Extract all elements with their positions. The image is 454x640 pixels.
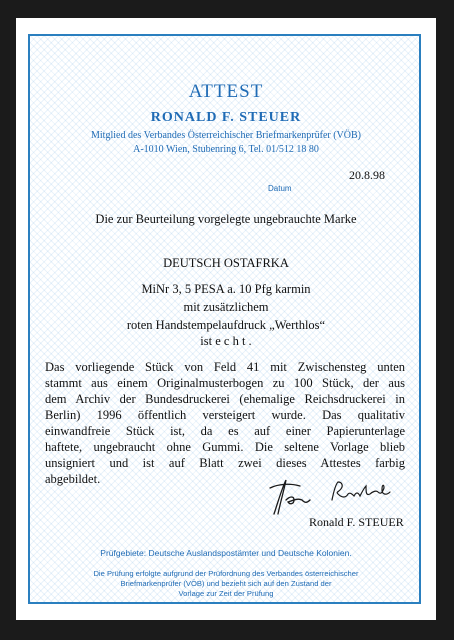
stamp-line-2: mit zusätzlichem bbox=[183, 300, 269, 314]
stamp-country: DEUTSCH OSTAFRKA bbox=[163, 256, 289, 270]
paragraph-line: stammt aus einem Originalmusterbogen zu 100 Stück, der aus bbox=[45, 376, 405, 390]
paragraph-line: unsigniert und ist auf Blatt zwei dieses Attestes farbig bbox=[45, 456, 405, 470]
date-label: Datum bbox=[268, 184, 292, 193]
paragraph-line: Berlin) 1996 öffentlich versteigert wurde. Das qualitativ bbox=[45, 408, 405, 422]
paragraph-line: haftete, ungebraucht ohne Gummi. Die seltene Vorlage blieb bbox=[45, 440, 405, 454]
stamp-line-3: roten Handstempelaufdruck „Werthlos“ bbox=[126, 318, 326, 332]
paragraph-line: einwandfreie Stück ist, da es auf einer Papierunterlage bbox=[45, 424, 405, 438]
certificate-title: ATTEST bbox=[188, 81, 264, 102]
paragraph-line: Das vorliegende Stück von Feld 41 mit Zwischensteg unten bbox=[45, 360, 405, 374]
disclaimer-line: Die Prüfung erfolgte aufgrund der Prüfordnung des Verbandes österreichischer bbox=[93, 569, 359, 578]
signer-name: Ronald F. STEUER bbox=[309, 515, 404, 529]
stamp-line-4: ist e c h t . bbox=[200, 334, 252, 348]
stamp-catalog: MiNr 3, 5 PESA a. 10 Pfg karmin bbox=[141, 282, 311, 296]
membership-line: Mitglied des Verbandes Österreichischer Briefmarkenprüfer (VÖB) bbox=[91, 130, 361, 141]
description-paragraph bbox=[45, 359, 405, 487]
examination-scope: Prüfgebiete: Deutsche Auslandspostämter und Deutsche Kolonien. bbox=[100, 548, 352, 558]
paragraph-line: dem Archiv der Bundesdruckerei (ehemalige Reichsdruckerei in bbox=[45, 392, 405, 406]
examiner-name: RONALD F. STEUER bbox=[150, 110, 302, 125]
paragraph-line: abgebildet. bbox=[45, 472, 101, 486]
intro-line: Die zur Beurteilung vorgelegte ungebrauchte Marke bbox=[95, 212, 357, 226]
certificate-date: 20.8.98 bbox=[349, 168, 385, 182]
certificate-sheet bbox=[16, 18, 436, 620]
address-line: A-1010 Wien, Stubenring 6, Tel. 01/512 18 80 bbox=[133, 144, 319, 155]
disclaimer-line: Vorlage zur Zeit der Prüfung bbox=[178, 589, 274, 598]
handwritten-signature bbox=[264, 474, 394, 518]
disclaimer-line: Briefmarkenprüfer (VÖB) und bezieht sich auf den Zustand der bbox=[120, 579, 332, 588]
